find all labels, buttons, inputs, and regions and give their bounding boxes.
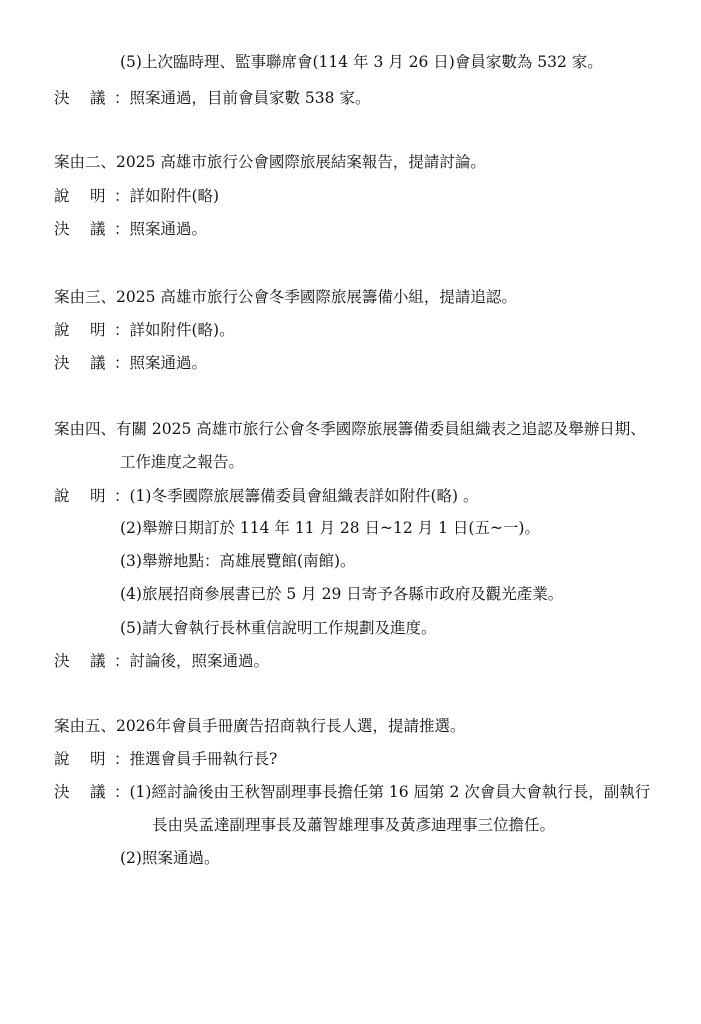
explain-text: ：詳如附件(略)。 xyxy=(114,321,235,339)
resolution-text: ：討論後，照案通過。 xyxy=(114,652,270,670)
resolution-label-char-1: 決 xyxy=(54,783,70,801)
resolution-label-char-2: 議 xyxy=(90,652,106,670)
explain-item-4: (4)旅展招商參展書已於 5 月 29 日寄予各縣市政府及觀光產業。 xyxy=(120,585,564,603)
explain-label-char-2: 明 xyxy=(90,750,106,768)
case-2-title: 案由二、2025 高雄市旅行公會國際旅展結案報告，提請討論。 xyxy=(54,153,486,171)
explain-label-char-1: 說 xyxy=(54,750,70,768)
prev-item-resolution xyxy=(54,88,370,108)
explain-text: ：推選會員手冊執行長? xyxy=(114,750,278,768)
case-4-title-line-2: 工作進度之報告。 xyxy=(120,453,245,471)
case-5-title: 案由五、2026年會員手冊廣告招商執行長人選，提請推選。 xyxy=(54,717,466,735)
case-4-resolution xyxy=(54,651,269,671)
resolution-text: ：(1)經討論後由王秋智副理事長擔任第 16 屆第 2 次會員大會執行長，副執行 xyxy=(114,783,651,801)
case-5-resolution-line-2: 長由吳孟達副理事長及蕭智雄理事及黃彥迪理事三位擔任。 xyxy=(152,816,556,834)
resolution-label-char-1: 決 xyxy=(54,220,70,238)
case-3-resolution xyxy=(54,353,207,373)
explain-label-char-2: 明 xyxy=(90,487,106,505)
explain-item-2: (2)舉辦日期訂於 114 年 11 月 28 日~12 月 1 日(五~一)。 xyxy=(120,519,540,537)
prev-item-line-5: (5)上次臨時理、監事聯席會(114 年 3 月 26 日)會員家數為 532 家。 xyxy=(120,53,603,71)
resolution-text: ：照案通過。 xyxy=(114,220,208,238)
case-5-explanation xyxy=(54,749,277,769)
explain-item-1: ：(1)冬季國際旅展籌備委員會組織表詳如附件(略) 。 xyxy=(114,487,479,505)
resolution-text: ：照案通過，目前會員家數 538 家。 xyxy=(114,89,371,107)
case-3-explanation xyxy=(54,320,235,340)
case-2-explanation xyxy=(54,186,219,206)
resolution-label-char-2: 議 xyxy=(90,89,106,107)
explain-text: ：詳如附件(略) xyxy=(114,187,220,205)
explain-label-char-2: 明 xyxy=(90,321,106,339)
explain-item-5: (5)請大會執行長林重信說明工作規劃及進度。 xyxy=(120,619,437,637)
explain-label-char-2: 明 xyxy=(90,187,106,205)
case-4-title-line-1: 案由四、有關 2025 高雄市旅行公會冬季國際旅展籌備委員組織表之追認及舉辦日期、 xyxy=(54,420,646,438)
resolution-label-char-1: 決 xyxy=(54,354,70,372)
resolution-text: ：照案通過。 xyxy=(114,354,208,372)
explain-item-3: (3)舉辦地點：高雄展覽館(南館)。 xyxy=(120,552,356,570)
case-5-resolution-line-1 xyxy=(54,782,650,802)
case-2-resolution xyxy=(54,219,207,239)
resolution-label-char-2: 議 xyxy=(90,220,106,238)
resolution-label-char-2: 議 xyxy=(90,783,106,801)
resolution-label-char-1: 決 xyxy=(54,652,70,670)
case-4-explanation xyxy=(54,486,478,506)
explain-label-char-1: 說 xyxy=(54,321,70,339)
explain-label-char-1: 說 xyxy=(54,187,70,205)
resolution-label-char-1: 決 xyxy=(54,89,70,107)
case-3-title: 案由三、2025 高雄市旅行公會冬季國際旅展籌備小組，提請追認。 xyxy=(54,288,517,306)
case-5-resolution-line-3: (2)照案通過。 xyxy=(120,849,220,867)
resolution-label-char-2: 議 xyxy=(90,354,106,372)
explain-label-char-1: 說 xyxy=(54,487,70,505)
